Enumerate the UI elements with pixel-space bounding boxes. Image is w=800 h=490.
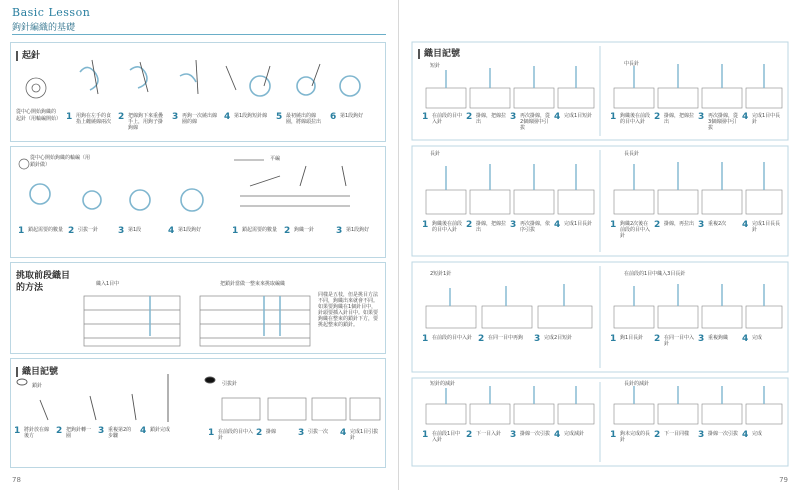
right-section-title: 織目記號 bbox=[418, 46, 460, 59]
page-number-left: 78 bbox=[12, 476, 21, 484]
section-start-caption: 從中心開始鉤織的起針（用輪編開始） bbox=[16, 109, 62, 122]
series-title: Basic Lesson bbox=[12, 6, 91, 19]
left-page: Basic Lesson 鉤針編織的基礎 起針 從中心開始鉤織的起針（用輪編開始） 1 用鉤在左手的食指上纏繞線兩次 2 把線鉤下來重疊手上，用鉤子掛鉤線 3 再鉤一次繞出線圈的線 4 第1段鉤短針線 5 最初繞出的線圈，將線頭拉出 6 第1段鉤好 從中心開始鉤織的輪編（用鎖針做） 平編 1 鎖起需要的數量 2 引拔一針 3 第1段 4 第1段鉤好 1 鎖起需要的數量 2 鉤織一針 3 第1段鉤好 挑取前段織目的方法 織入1目中 把鎖針當做一整束來挑取編織 同樣是五枝，但是挑目方法不同，鉤織出來就會不同。如果要鉤織在1個針目中，針頭要插入針目中。如果要鉤織在整束的鎖針下方，要挑起整束的鎖針。 織目記號 鎖針 引拔針 1 將針放在線後方 2 把鉤針轉一圈 3 重複第2的步驟 4 鎖針完成 1 在前段的目中入針 2 掛線 3 引拔一次 4 完成1目引拔針 78 bbox=[0, 0, 399, 490]
dc-label: 長針 bbox=[430, 151, 441, 157]
inc-label: 2短針1針 bbox=[430, 271, 452, 277]
tr-label: 長長針 bbox=[624, 151, 640, 157]
section-pick-title: 挑取前段織目的方法 bbox=[16, 271, 71, 293]
section-symbol-title: 織目記號 bbox=[16, 364, 58, 377]
ring-caption: 從中心開始鉤織的輪編（用鎖針做） bbox=[30, 155, 91, 168]
right-page: 織目記號 短針 中長針 長針 長長針 2短針1針 在前段的1目中織入3目長針 短針的減針 長針的減針 1 在前段的目中入針 2 掛線，把線拉出 3 再次掛線，從2個線圈中引拔 4 完成1目短針 1 鉤織後在前段的目中入針 2 掛線，把線拉出 3 再次掛線，從3個線圈中引拔 4 完成1目中長針 1 鉤織後在前段的目中入針 2 掛線，把線拉出 3 再次掛線，依序引拔 4 完成1目長針 1 鉤織2次後在前段的目中入針 2 掛線，再拉出 3 重複2次 4 完成1目長長針 1 在前段的目中入針 2 在同一目中再鉤 3 完成2目短針 1 鉤1目長針 2 在同一目中入針 3 重複鉤織 4 完成 1 在前段1目中入針 2 下一目入針 3 掛線一次引拔 4 完成減針 1 鉤未完成的長針 2 下一目同樣 3 掛線一次引拔 4 完成 79 bbox=[402, 0, 800, 490]
flat-label: 平編 bbox=[270, 156, 281, 162]
pick-sub2: 把鎖針當做一整束來挑取編織 bbox=[220, 281, 286, 287]
chain-label: 鎖針 bbox=[32, 383, 43, 389]
dec2-label: 長針的減針 bbox=[624, 381, 650, 387]
page-heading: 鉤針編織的基礎 bbox=[12, 23, 76, 33]
dec-label: 短針的減針 bbox=[430, 381, 456, 387]
page-number-right: 79 bbox=[779, 476, 788, 484]
hdc-label: 中長針 bbox=[624, 61, 640, 67]
sc-label: 短針 bbox=[430, 63, 441, 69]
right-illustrations bbox=[402, 0, 800, 490]
pick-note: 同樣是五枝，但是挑目方法不同，鉤織出來就會不同。如果要鉤織在1個針目中，針頭要插入針目中。如果要鉤織在整束的鎖針下方，要挑起整束的鎖針。 bbox=[318, 292, 379, 328]
pick-sub1: 織入1目中 bbox=[96, 281, 120, 287]
inc2-label: 在前段的1目中織入3目長針 bbox=[624, 271, 686, 277]
slip-label: 引拔針 bbox=[222, 381, 238, 387]
section-start-title: 起針 bbox=[16, 48, 40, 61]
